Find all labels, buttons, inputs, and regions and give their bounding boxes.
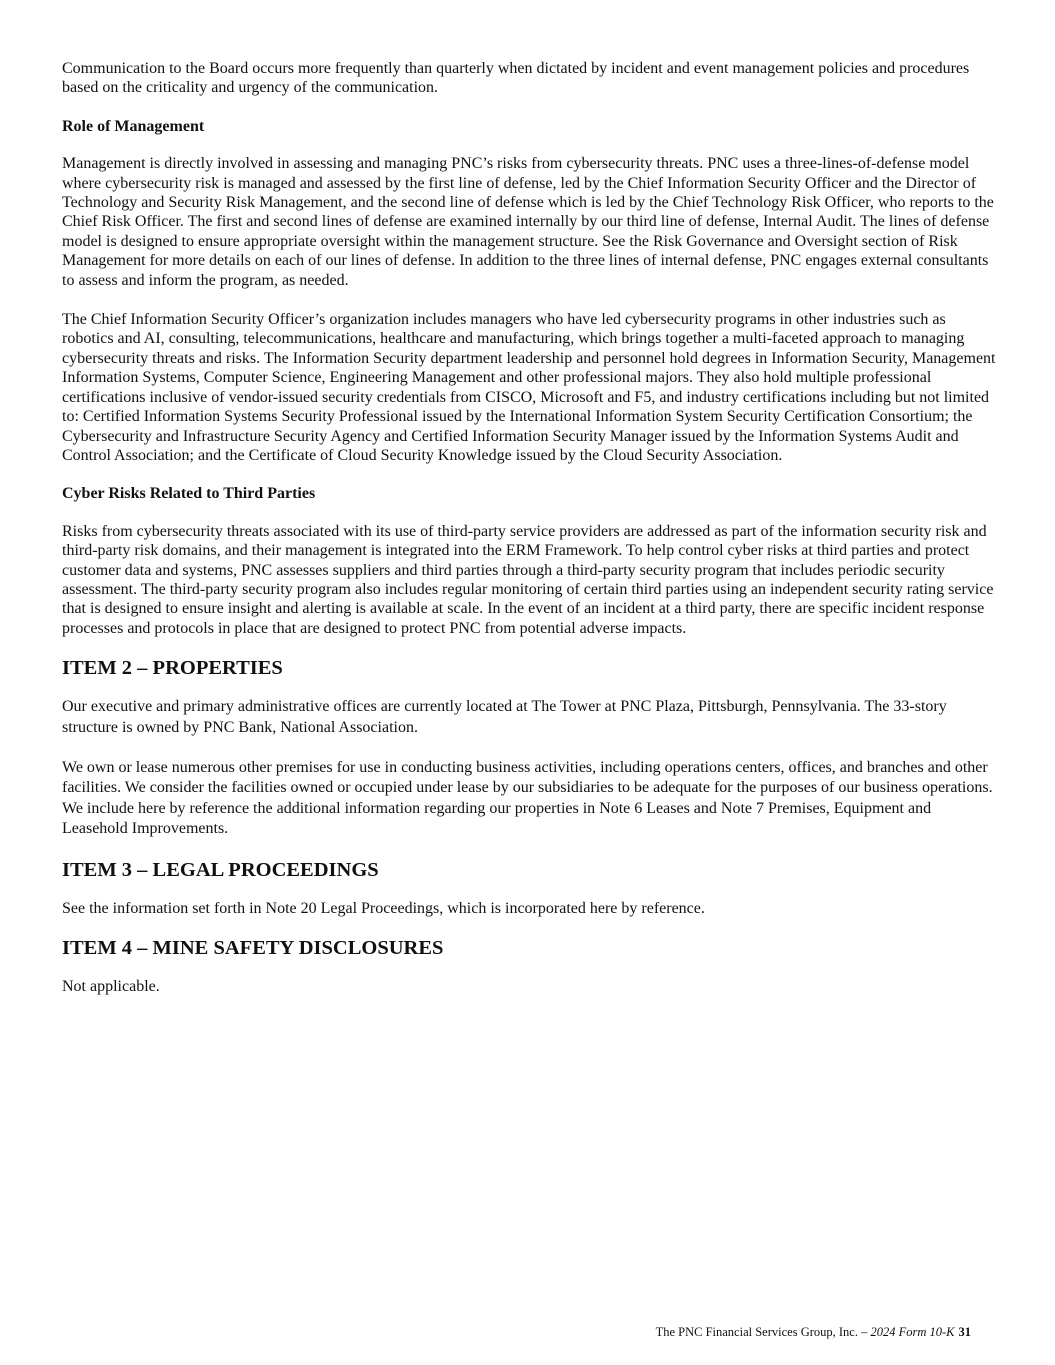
footer-page-number: 31 xyxy=(958,1325,971,1339)
item4-paragraph: Not applicable. xyxy=(62,978,160,995)
role-of-management-heading: Role of Management xyxy=(62,117,205,135)
item3-paragraph: See the information set forth in Note 20 Legal Proceedings, which is incorporated here by reference. xyxy=(62,899,705,917)
management-paragraph-1: Management is directly involved in assessing and managing PNC’s risks from cybersecurity threats. PNC uses a three-lines-of-defense model where cybersecurity risk is managed and assessed by the first line of defense, led by the Chief Information Security Officer and the Director of Technology and Security Risk Management, and the second line of defense which is led by the Chief Technology Risk Officer, who reports to the Chief Risk Officer. The first and second lines of defense are examined internally by our third line of defense, Internal Audit. The lines of defense model is designed to ensure appropriate oversight within the management structure. See the Risk Governance and Oversight section of Risk Management for more details on each of our lines of defense. In addition to the three lines of internal defense, PNC engages external consultants to assess and inform the program, as needed. xyxy=(62,155,994,289)
item2-section xyxy=(62,656,997,839)
document-page xyxy=(62,59,997,996)
page-footer xyxy=(656,1325,971,1340)
intro-paragraph: Communication to the Board occurs more frequently than quarterly when dictated by incident and event management policies and procedures based on the criticality and urgency of the communication. xyxy=(62,60,970,97)
footer-form: 2024 Form 10-K xyxy=(870,1325,955,1339)
third-parties-heading: Cyber Risks Related to Third Parties xyxy=(62,485,316,503)
item2-paragraph-1: Our executive and primary administrative offices are currently located at The Tower at PNC Plaza, Pittsburgh, Pennsylvania. The 33-story structure is owned by PNC Bank, National Association. xyxy=(62,698,947,736)
management-paragraph-2: The Chief Information Security Officer’s organization includes managers who have led cybersecurity programs in other industries such as robotics and AI, consulting, telecommunications, healthcare and manufacturing, which brings together a multi-faceted approach to managing cybersecurity threats and risks. The Information Security department leadership and personnel hold degrees in Information Security, Management Information Systems, Computer Science, Engineering Management and other professional majors. They also hold multiple professional certifications inclusive of vendor-issued security credentials from CISCO, Microsoft and F5, and industry certifications including but not limited to: Certified Information Systems Security Professional issued by the International Information System Security Certification Consortium; the Cybersecurity and Infrastructure Security Agency and Certified Information Security Manager issued by the Information Systems Audit and Control Association; and the Certificate of Cloud Security Knowledge issued by the Cloud Security Association. xyxy=(62,311,996,464)
item2-heading: ITEM 2 – PROPERTIES xyxy=(62,657,283,680)
third-parties-paragraph: Risks from cybersecurity threats associated with its use of third-party service providers are addressed as part of the information security risk and third-party risk domains, and their management is integrated into the ERM Framework. To help control cyber risks at third parties and protect customer data and systems, PNC assesses suppliers and third parties through a third-party security program that includes periodic security assessment. The third-party security program also includes regular monitoring of certain third parties using an independent security rating service that is designed to ensure insight and alerting is available at scale. In the event of an incident at a third party, there are specific incident response processes and protocols in place that are designed to protect PNC from potential adverse impacts. xyxy=(62,522,994,637)
item2-paragraph-2: We own or lease numerous other premises for use in conducting business activities, including operations centers, offices, and branches and other facilities. We consider the facilities owned or occupied under lease by our subsidiaries to be adequate for the purposes of our business operations. We include here by reference the additional information regarding our properties in Note 6 Leases and Note 7 Premises, Equipment and Leasehold Improvements. xyxy=(62,758,993,838)
footer-company: The PNC Financial Services Group, Inc. – xyxy=(655,1325,871,1339)
item3-heading: ITEM 3 – LEGAL PROCEEDINGS xyxy=(62,858,379,881)
item4-heading: ITEM 4 – MINE SAFETY DISCLOSURES xyxy=(62,937,444,959)
